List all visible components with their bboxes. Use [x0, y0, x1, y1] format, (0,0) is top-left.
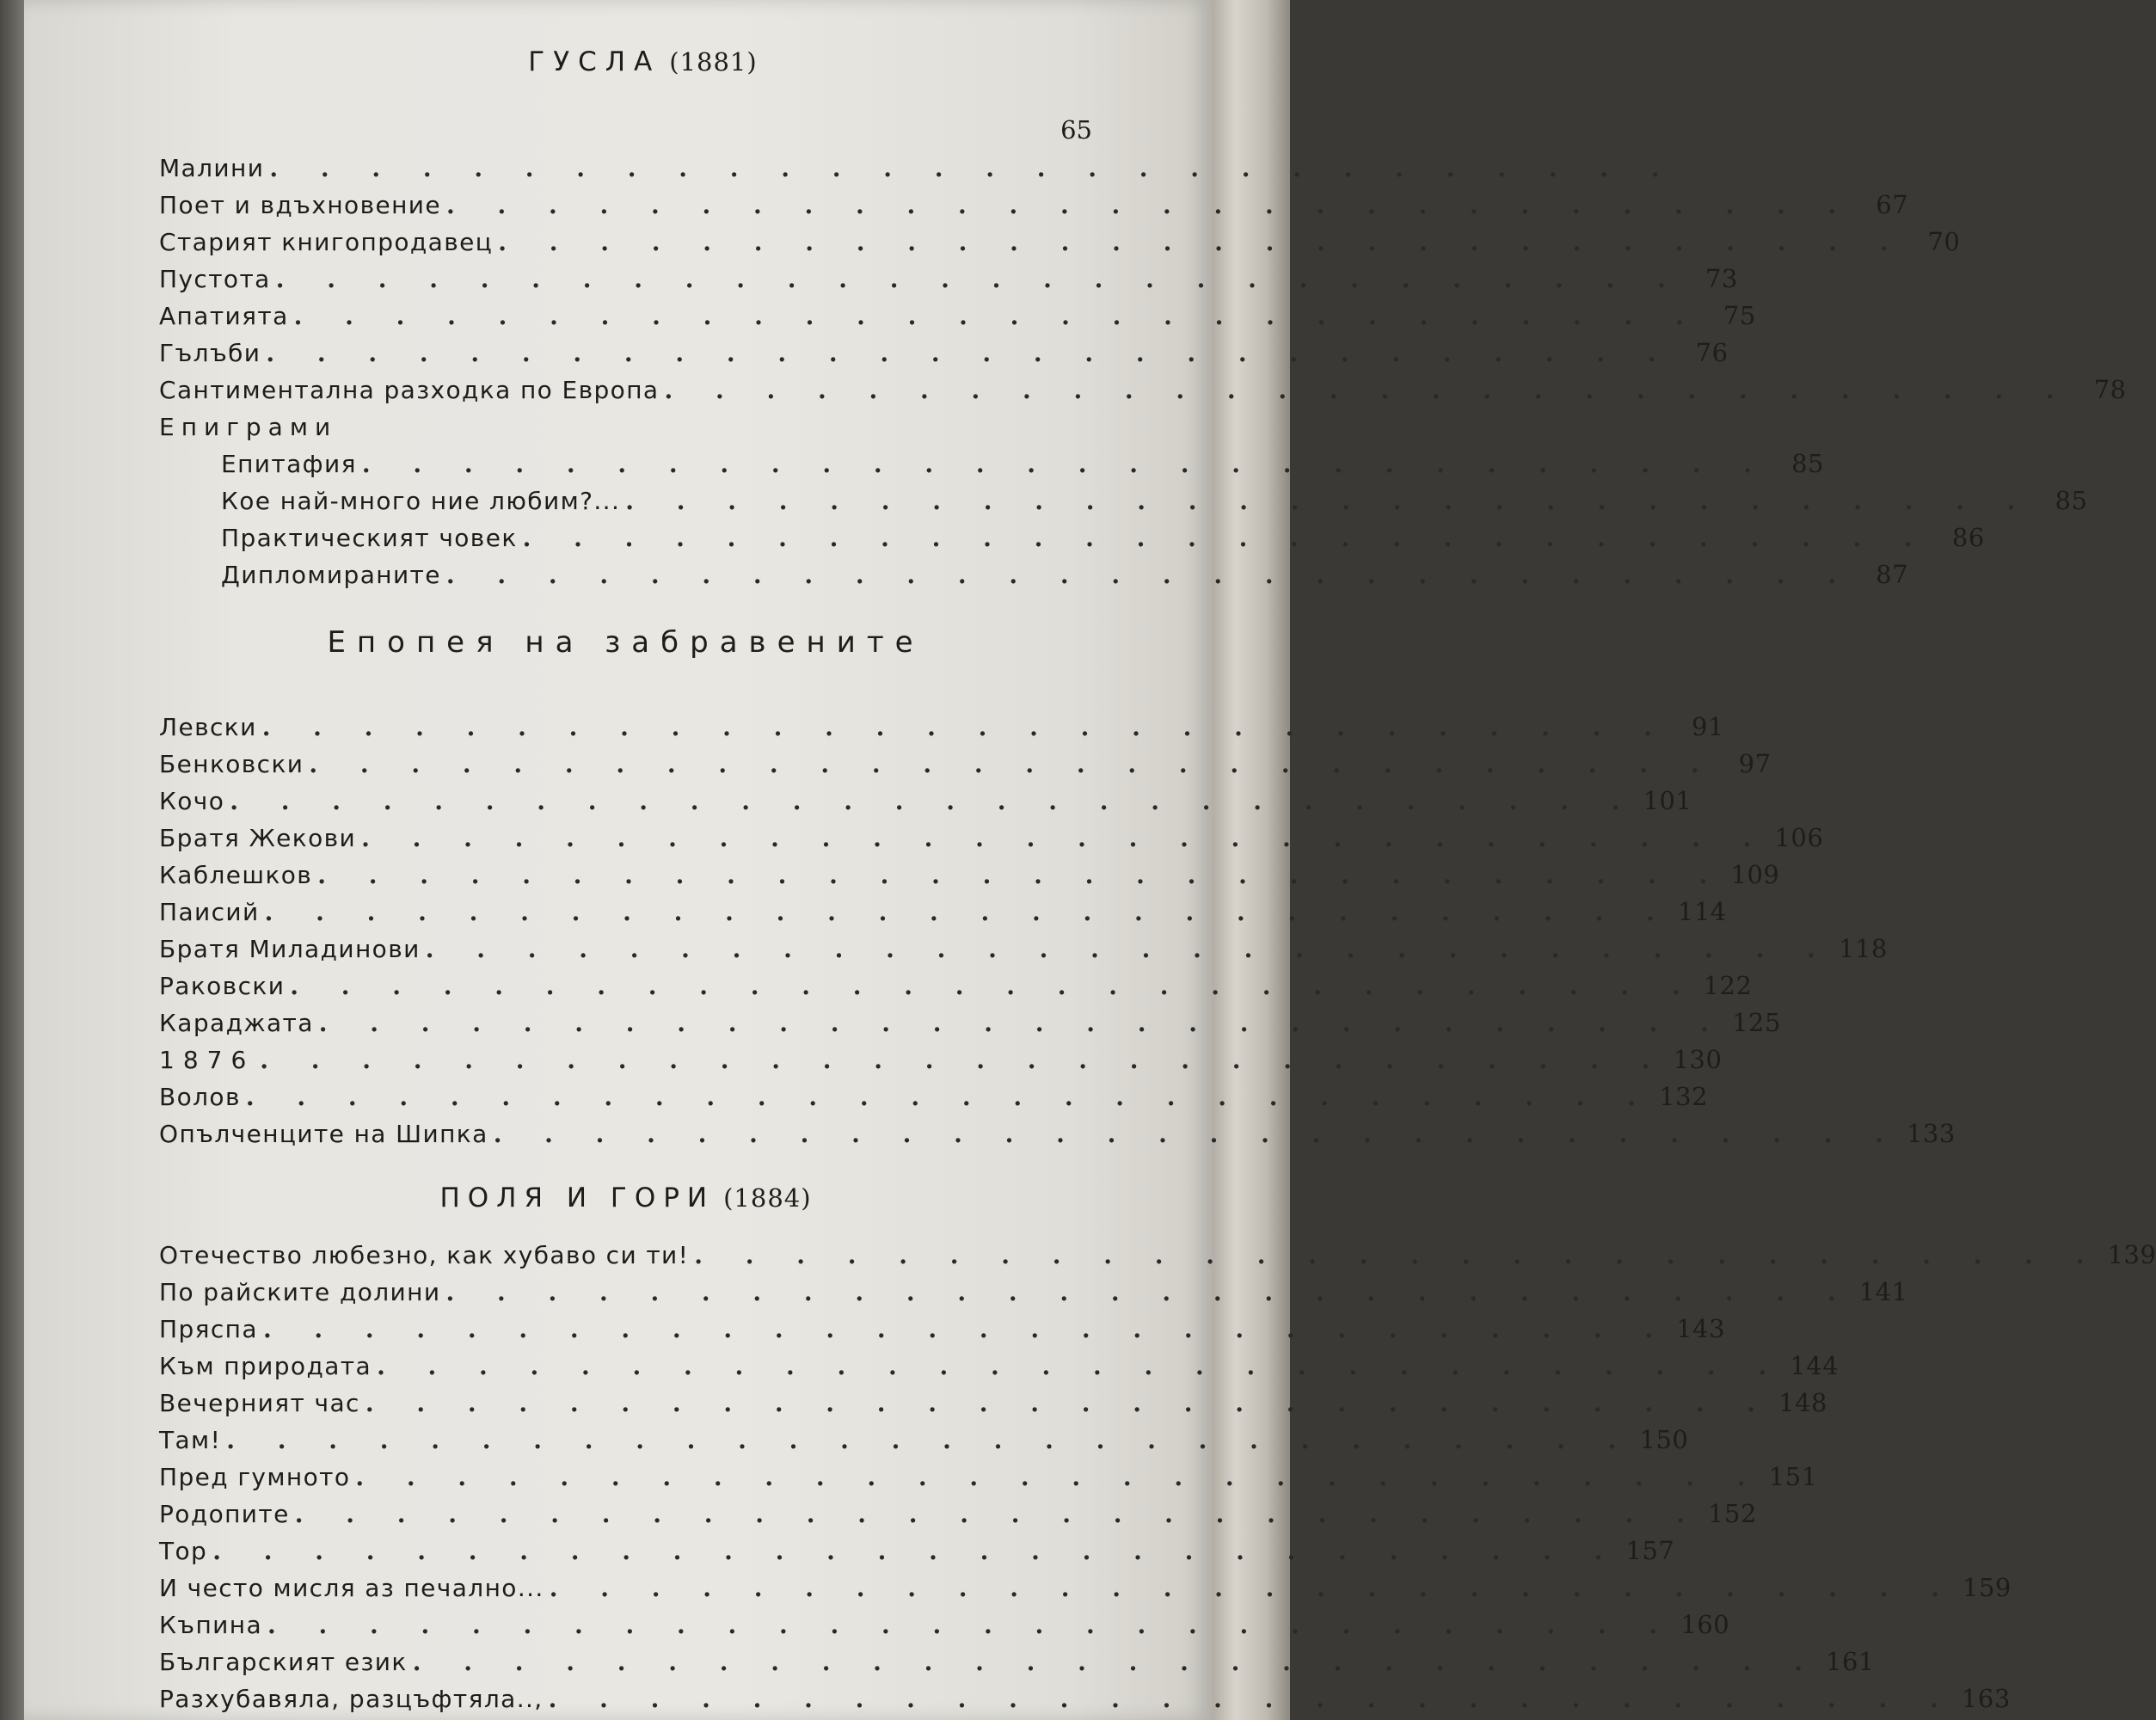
leader-dots: . . . . . . . . . . . . . . . . . . . . . . . . . . . .	[264, 898, 1672, 926]
page-number: 109	[1730, 860, 1780, 889]
leader-dots: . . . . . . . . . . . . . . . . . . . . . . . . . . . .	[377, 1352, 1784, 1380]
leader-dots: . . . . . . . . . . . . . . . . . . . . . . . . . . . .	[493, 1120, 1901, 1148]
leader-dots: . . . . . . . . . . . . . . . . . . . . . . . . . . . .	[361, 824, 1769, 852]
toc-entry[interactable]	[159, 519, 1985, 556]
leader-dots: . . . . . . . . . . . . . . . . . . . . . . . . . . . .	[275, 265, 1683, 293]
entry-title: Пустота	[159, 265, 271, 293]
entry-title: Пред гумното	[159, 1463, 351, 1491]
toc-entry[interactable]	[159, 150, 1677, 187]
section-heading-gusla	[193, 34, 1092, 89]
page-number: 85	[2055, 486, 2088, 515]
toc-entry[interactable]	[159, 1385, 1827, 1422]
page-number: 143	[1676, 1314, 1726, 1343]
page-number: 160	[1680, 1610, 1730, 1639]
leader-dots: . . . . . . . . . . . . . . . . . . . . . . . . . . . .	[355, 1463, 1763, 1491]
toc-entry[interactable]	[159, 968, 1753, 1004]
entry-title: Апатията	[159, 302, 289, 330]
entry-title: Кочо	[159, 787, 225, 815]
entry-title: Малини	[159, 154, 265, 182]
page-number: 161	[1826, 1647, 1875, 1676]
leader-dots: . . . . . . . . . . . . . . . . . . . . . . . . . . . .	[317, 861, 1725, 889]
entry-title: Къпина	[159, 1611, 263, 1639]
entry-title: Отечество любезно, как хубаво си ти!	[159, 1241, 690, 1269]
entry-title: Раковски	[159, 972, 286, 1000]
entry-title: Братя Жекови	[159, 824, 357, 852]
toc-entry[interactable]	[159, 1348, 1840, 1385]
leader-dots: . . . . . . . . . . . . . . . . . . . . . . . . . . . .	[230, 787, 1637, 815]
leader-dots: . . . . . . . . . . . . . . . . . . . . . . . . . . . .	[446, 191, 1854, 219]
leader-dots: . . . . . . . . . . . . . . . . . . . . . . . . . . . .	[361, 450, 1770, 478]
leader-dots: . . . . . . . . . . . . . . . . . . . . . . . . . . . .	[261, 713, 1669, 741]
page-number: 151	[1768, 1462, 1818, 1491]
page-number: 150	[1639, 1425, 1689, 1454]
toc-entry[interactable]	[159, 1274, 1908, 1311]
entry-title: Кое най-много ние любим?...	[221, 487, 621, 515]
toc-entry[interactable]	[159, 1311, 1726, 1348]
toc-entry[interactable]	[159, 894, 1727, 931]
toc-entry[interactable]	[159, 931, 1888, 968]
page-number: 73	[1705, 264, 1738, 293]
page-number: 65	[1060, 115, 1092, 144]
entry-title: Разхубавяла, разцъфтяла..,	[159, 1685, 544, 1713]
group-title-epigrams: Епиграми	[159, 413, 338, 441]
entry-title: И често мисля аз печално...	[159, 1574, 544, 1602]
section-title: Епопея на забравените	[327, 625, 924, 660]
leader-dots: . . . . . . . . . . . . . . . . . . . . . . . . . . . .	[549, 1574, 1956, 1602]
entry-title: Левски	[159, 713, 257, 741]
page-number: 87	[1876, 560, 1909, 589]
page-number: 85	[1791, 449, 1825, 478]
entry-title: Към природата	[159, 1352, 372, 1380]
toc-entry[interactable]	[159, 709, 1724, 746]
toc-entry[interactable]	[159, 482, 2088, 519]
leader-dots: . . . . . . . . . . . . . . . . . . . . . . . . . . . .	[266, 339, 1674, 367]
entry-title: Дипломираните	[221, 561, 441, 589]
leader-dots: . . . . . . . . . . . . . . . . . . . . . . . . . . . .	[226, 1426, 1634, 1454]
toc-entry[interactable]	[159, 1115, 1956, 1152]
section-heading-fields-forests	[159, 1168, 1092, 1228]
leader-dots: . . . . . . . . . . . . . . . . . . . . . . . . . . . .	[245, 1083, 1654, 1111]
toc-entry[interactable]	[159, 298, 1756, 335]
entry-title: Паисий	[159, 898, 260, 926]
entry-title: Родопите	[159, 1500, 290, 1528]
entry-title: Волов	[159, 1083, 241, 1111]
entry-title: Епитафия	[221, 450, 357, 478]
leader-dots: . . . . . . . . . . . . . . . . . . . . . . . . . . . .	[262, 1315, 1671, 1343]
page-number: 152	[1708, 1499, 1757, 1528]
entry-title: Българският език	[159, 1648, 408, 1676]
section-gusla-list	[159, 115, 2127, 593]
page-number: 132	[1659, 1082, 1709, 1111]
leader-dots: . . . . . . . . . . . . . . . . . . . . . . . . . . . .	[548, 1685, 1956, 1713]
entry-title: Там!	[159, 1426, 222, 1454]
toc-entry[interactable]	[159, 746, 1772, 783]
entry-title: Опълченците на Шипка	[159, 1120, 488, 1148]
entry-title: Старият книгопродавец	[159, 228, 494, 256]
toc-entry[interactable]	[159, 1041, 1723, 1078]
toc-entry[interactable]	[159, 556, 1909, 593]
entry-title: Сантиментална разходка по Европа	[159, 376, 660, 404]
toc-entry[interactable]	[159, 1004, 1781, 1041]
section-title: ПОЛЯ И ГОРИ	[439, 1182, 716, 1213]
toc-entry[interactable]	[159, 372, 2127, 408]
page-number: 163	[1961, 1684, 2011, 1713]
page-number: 106	[1774, 823, 1824, 852]
entry-title: Братя Миладинови	[159, 935, 421, 963]
page-number: 157	[1625, 1536, 1675, 1565]
leader-dots: . . . . . . . . . . . . . . . . . . . . . . . . . . . .	[267, 1611, 1675, 1639]
toc-entry[interactable]	[159, 261, 1738, 298]
page-number: 122	[1703, 971, 1753, 1000]
page-number: 125	[1732, 1008, 1781, 1037]
section-title: ГУСЛА	[528, 46, 661, 77]
entry-title: Пряспа	[159, 1315, 258, 1343]
toc-entry[interactable]	[159, 783, 1692, 820]
entry-title: Вечерният час	[159, 1389, 360, 1417]
entry-title: Караджата	[159, 1009, 314, 1037]
toc-entry[interactable]	[159, 1680, 2011, 1717]
page-number: 130	[1673, 1045, 1723, 1074]
leader-dots: . . . . . . . . . . . . . . . . . . . . . . . . . . . .	[425, 935, 1833, 963]
section-epopee-list	[159, 709, 1956, 1152]
leader-dots: . . . . . . . . . . . . . . . . . . . . . . . . . . . .	[309, 750, 1717, 778]
book-spine-shadow	[0, 0, 26, 1720]
page-number: 75	[1723, 301, 1756, 330]
page-number: 70	[1927, 227, 1961, 256]
toc-entry[interactable]	[159, 1606, 1730, 1643]
page-number: 76	[1695, 338, 1729, 367]
toc-entry[interactable]	[159, 1496, 1757, 1533]
toc-entry[interactable]	[159, 1237, 2156, 1274]
entry-title: По райските долини	[159, 1278, 441, 1306]
leader-dots: . . . . . . . . . . . . . . . . . . . . . . . . . . . .	[625, 487, 2033, 515]
leader-dots: . . . . . . . . . . . . . . . . . . . . . . . . . . . .	[664, 376, 2072, 404]
page-number: 114	[1677, 897, 1727, 926]
page-number: 144	[1790, 1351, 1840, 1380]
leader-dots: . . . . . . . . . . . . . . . . . . . . . . . . . . . .	[318, 1009, 1726, 1037]
entry-title: Бенковски	[159, 750, 304, 778]
leader-dots: . . . . . . . . . . . . . . . . . . . . . . . . . . . .	[293, 302, 1701, 330]
page-number: 159	[1963, 1573, 2012, 1602]
leader-dots: . . . . . . . . . . . . . . . . . . . . . . . . . . . .	[445, 561, 1854, 589]
toc-entry[interactable]	[159, 1422, 1689, 1459]
leader-dots: . . . . . . . . . . . . . . . . . . . . . . . . . . . .	[269, 154, 1677, 182]
page-number: 133	[1906, 1119, 1956, 1148]
leader-dots: . . . . . . . . . . . . . . . . . . . . . . . . . . . .	[445, 1278, 1853, 1306]
section-year: (1881)	[669, 47, 758, 77]
toc-entry[interactable]	[159, 224, 1961, 261]
page-number: 139	[2107, 1240, 2156, 1269]
entry-title: Каблешков	[159, 861, 313, 889]
leader-dots: . . . . . . . . . . . . . . . . . . . . . . . . . . . .	[212, 1537, 1620, 1565]
page-number: 148	[1778, 1388, 1827, 1417]
toc-entry[interactable]	[159, 1078, 1709, 1115]
toc-entry[interactable]	[159, 445, 1825, 482]
toc-entry[interactable]	[159, 820, 1824, 857]
page-number: 86	[1951, 523, 1985, 552]
entry-title: 1876	[159, 1046, 255, 1074]
toc-entry[interactable]	[159, 1533, 1675, 1570]
leader-dots: . . . . . . . . . . . . . . . . . . . . . . . . . . . .	[694, 1241, 2102, 1269]
entry-title: Практическият човек	[221, 524, 518, 552]
page-number: 91	[1691, 712, 1724, 741]
toc-entry[interactable]	[159, 1459, 1818, 1496]
page-number: 101	[1643, 786, 1692, 815]
entry-title: Гълъби	[159, 339, 261, 367]
toc-entry[interactable]	[159, 335, 1729, 372]
leader-dots: . . . . . . . . . . . . . . . . . . . . . . . . . . . .	[294, 1500, 1702, 1528]
leader-dots: . . . . . . . . . . . . . . . . . . . . . . . . . . . .	[412, 1648, 1820, 1676]
toc-entry[interactable]	[159, 187, 1909, 224]
section-year: (1884)	[723, 1183, 812, 1213]
leader-dots: . . . . . . . . . . . . . . . . . . . . . . . . . . . .	[290, 972, 1698, 1000]
section-heading-epopee	[159, 612, 1092, 673]
page-number: 97	[1738, 749, 1772, 778]
section-fields-forests-list	[159, 1237, 2156, 1717]
entry-title: Поет и вдъхновение	[159, 191, 442, 219]
page-number: 67	[1876, 190, 1909, 219]
page-number: 78	[2093, 375, 2127, 404]
toc-entry[interactable]	[159, 857, 1780, 894]
toc-entry[interactable]	[159, 1643, 1875, 1680]
leader-dots: . . . . . . . . . . . . . . . . . . . . . . . . . . . .	[522, 524, 1930, 552]
page-number: 118	[1839, 934, 1888, 963]
entry-title: Тор	[159, 1537, 208, 1565]
leader-dots: . . . . . . . . . . . . . . . . . . . . . . . . . . . .	[365, 1389, 1772, 1417]
table-of-contents	[159, 34, 2156, 1717]
page-number: 141	[1858, 1277, 1908, 1306]
leader-dots: . . . . . . . . . . . . . . . . . . . . . . . . . . . .	[498, 228, 1906, 256]
toc-entry[interactable]	[159, 1570, 2012, 1606]
leader-dots: . . . . . . . . . . . . . . . . . . . . . . . . . . . .	[260, 1046, 1668, 1074]
